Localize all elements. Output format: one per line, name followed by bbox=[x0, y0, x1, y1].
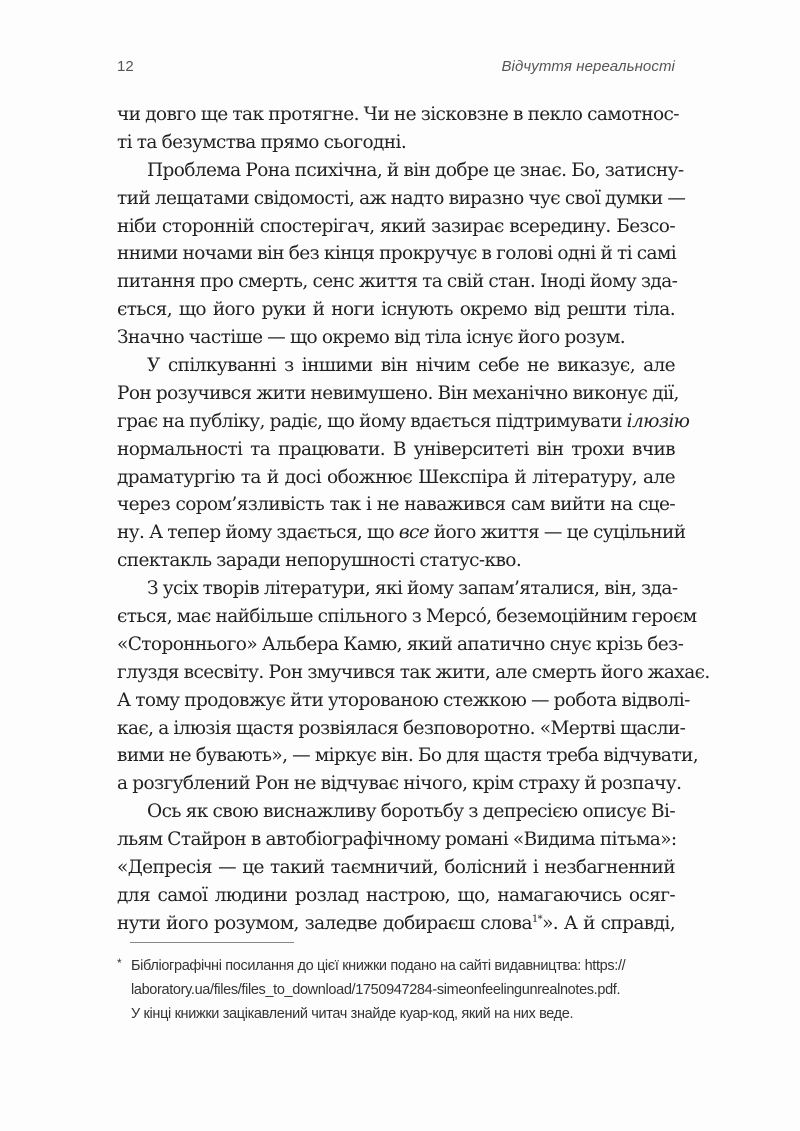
text-line: питання про смерть, сенс життя та свій стан. Іноді йому зда- bbox=[117, 271, 678, 293]
text-line bbox=[117, 408, 690, 436]
footnote-divider bbox=[130, 942, 294, 943]
text-line: Проблема Рона психічна, й він добре це знає. Бо, затисну- bbox=[147, 159, 684, 181]
footnote-line bbox=[117, 954, 677, 978]
text-line: Значно частіше — що окремо від тіла існує його розум. bbox=[117, 327, 626, 349]
text-line: Рон розучився жити невимушено. Він механічно виконує дії, bbox=[117, 382, 679, 404]
footnote-text: Бібліографічні посилання до цієї книжки подано на сайті видавництва: https:// bbox=[131, 958, 626, 974]
text-run: ». А й справді, bbox=[542, 912, 675, 934]
text-line: нними ночами він без кінця прокручує в голові одні й ті самі bbox=[117, 243, 677, 265]
text-run: нути його розумом, заледве добираєш слова bbox=[117, 912, 532, 934]
chapter-title: Відчуття нереальності bbox=[501, 58, 675, 75]
text-line: кає, а ілюзія щастя розвіялася безповоротно. «Мертві щасли- bbox=[117, 717, 686, 739]
text-line: «Стороннього» Альбера Камю, який апатично снує крізь без- bbox=[117, 633, 684, 655]
text-line: З усіх творів літератури, які йому запам’яталися, він, зда- bbox=[147, 578, 678, 600]
paragraph bbox=[117, 575, 710, 798]
running-head bbox=[117, 58, 675, 82]
text-line: для самої людини розлад настрою, що, намагаючись осяг- bbox=[117, 884, 675, 906]
text-line bbox=[117, 910, 675, 938]
paragraph bbox=[117, 157, 686, 352]
text-line: ється, що його руки й ноги існують окремо від решти тіла. bbox=[117, 299, 675, 321]
footnote-line[interactable]: laboratory.ua/files/files_to_download/1750947284-simeonfeelingunrealnotes.pdf. bbox=[131, 982, 621, 998]
page-number: 12 bbox=[117, 58, 134, 75]
paragraph bbox=[117, 352, 690, 575]
text-run: грає на публіку, радіє, що йому вдається підтримувати bbox=[117, 410, 627, 432]
text-line: через сором’язливість так і не наважився сам вийти на сце- bbox=[117, 494, 675, 516]
paragraph bbox=[117, 798, 675, 937]
text-line: нормальності та працювати. В університеті він трохи вчив bbox=[117, 438, 675, 460]
footnote-mark: * bbox=[117, 956, 122, 970]
text-line: льям Стайрон в автобіографічному романі «Видима пітьма»: bbox=[117, 829, 677, 851]
text-line: ніби сторонній спостерігач, який зазирає всередину. Безсо- bbox=[117, 215, 675, 237]
footnote-reference[interactable]: 1* bbox=[531, 913, 543, 925]
text-line: спектакль заради непорушності статус-кво. bbox=[117, 550, 522, 572]
text-line bbox=[117, 519, 686, 547]
text-line: тий лещатами свідомості, аж надто виразно чує свої думки — bbox=[117, 187, 686, 209]
text-line: «Депресія — це такий таємничий, болісний і незбагненний bbox=[117, 857, 675, 879]
text-line: драматургію та й досі обожнює Шекспіра й літературу, але bbox=[117, 466, 675, 488]
text-line: ється, має найбільше спільного з Мерсó, беземоційним героєм bbox=[117, 606, 697, 628]
text-line: Ось як свою виснажливу боротьбу з депресією описує Ві- bbox=[147, 801, 675, 823]
italic-emphasis: все bbox=[398, 522, 430, 544]
text-line: А тому продовжує йти уторованою стежкою — робота відволі- bbox=[117, 689, 690, 711]
text-line: У спілкуванні з іншими він нічим себе не виказує, але bbox=[147, 355, 675, 377]
text-line: вими не бувають», — міркує він. Бо для щастя треба відчувати, bbox=[117, 745, 698, 767]
paragraph bbox=[117, 101, 679, 157]
footnote bbox=[117, 954, 677, 1026]
text-line: чи довго ще так протягне. Чи не зісковзне в пекло самотнос- bbox=[117, 104, 679, 125]
italic-emphasis: ілюзію bbox=[626, 410, 690, 432]
text-run: його життя — це суцільний bbox=[429, 522, 686, 544]
text-line: а розгублений Рон не відчуває нічого, крім страху й розпачу. bbox=[117, 773, 682, 795]
body-text bbox=[117, 101, 710, 938]
footnote-line: У кінці книжки зацікавлений читач знайде куар-код, який на них веде. bbox=[131, 1006, 574, 1022]
text-line: ті та безумства прямо сьогодні. bbox=[117, 131, 407, 153]
text-run: ну. А тепер йому здається, що bbox=[117, 522, 399, 544]
text-line: глуздя всесвіту. Рон змучився так жити, але смерть його жахає. bbox=[117, 661, 710, 683]
